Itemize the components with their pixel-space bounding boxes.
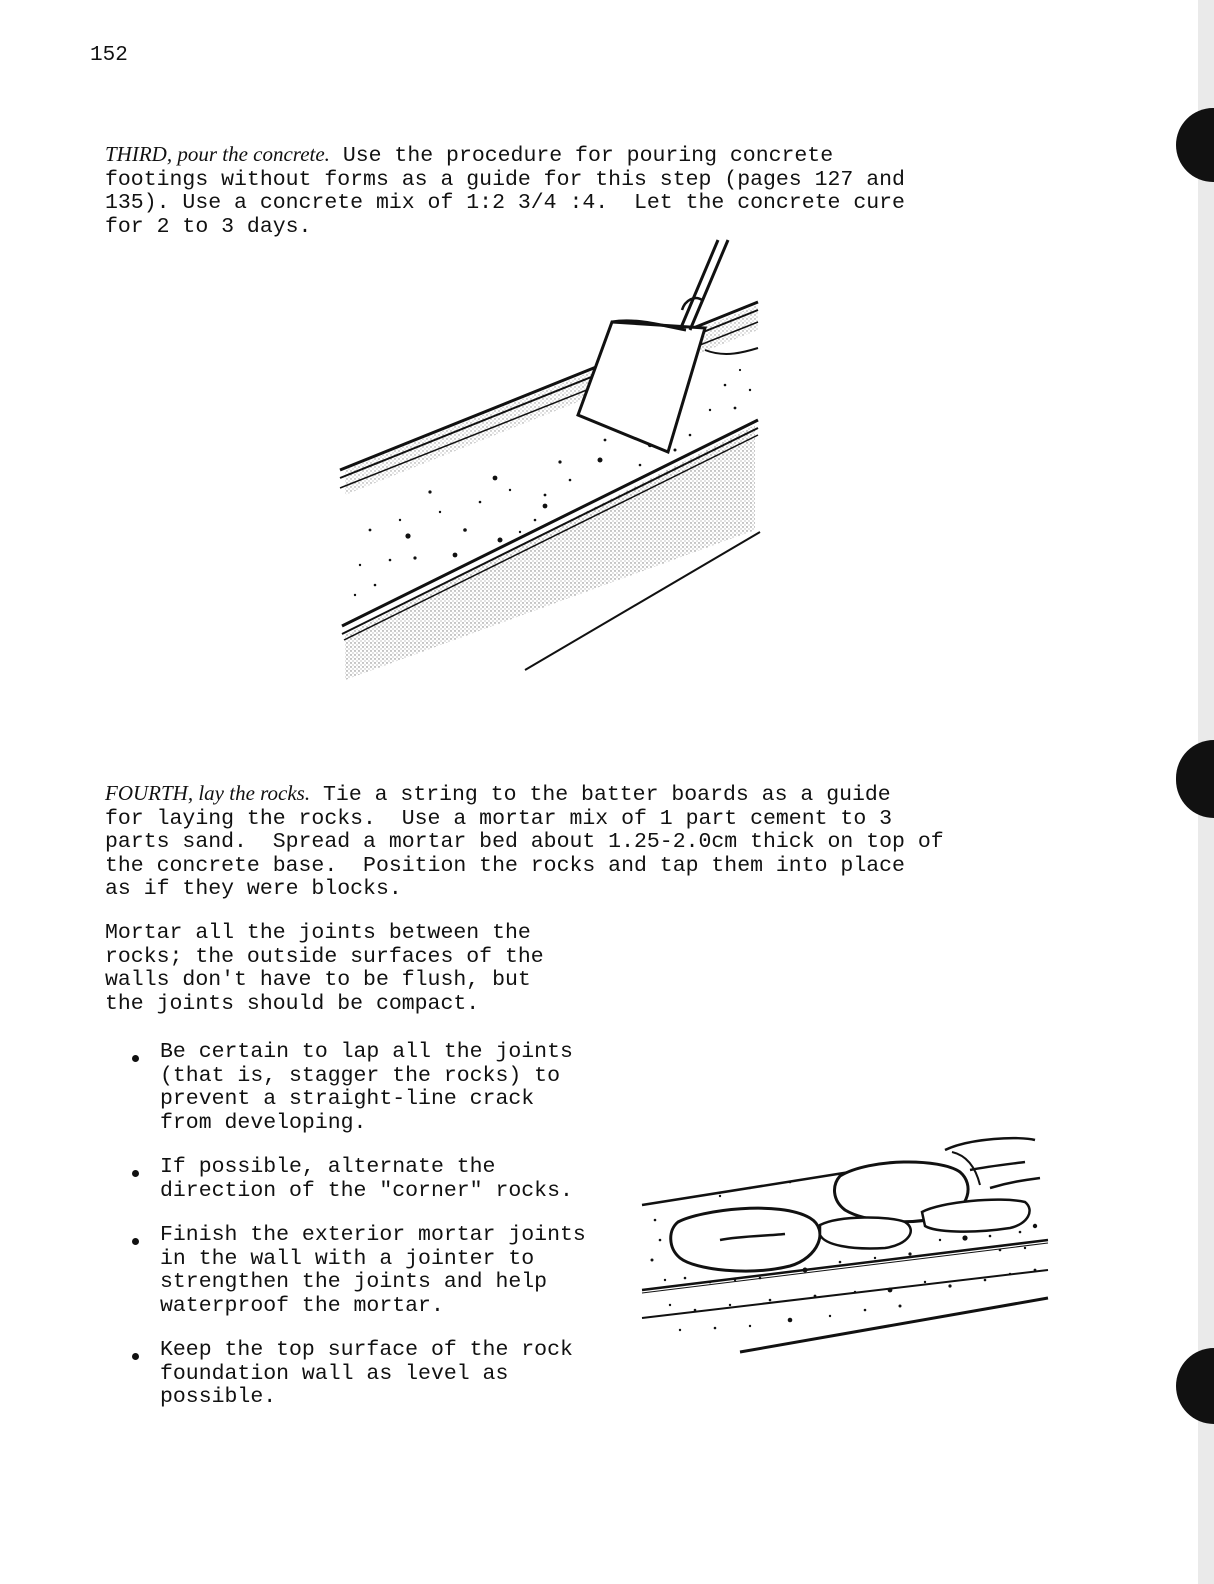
list-item: Be certain to lap all the joints (that is, stagger the rocks) to prevent a straight-line crack from developing. bbox=[130, 1041, 586, 1135]
rock-icon bbox=[820, 1217, 911, 1248]
bullet-icon bbox=[132, 1353, 139, 1360]
list-item: Keep the top surface of the rock foundation wall as level as possible. bbox=[130, 1339, 586, 1410]
binder-hole-bottom bbox=[1176, 1348, 1214, 1424]
shovel-icon bbox=[578, 322, 705, 452]
page-number: 152 bbox=[90, 44, 128, 67]
tips-list bbox=[130, 1041, 586, 1431]
list-item: If possible, alternate the direction of the "corner" rocks. bbox=[130, 1156, 586, 1203]
rock-wall-illustration bbox=[640, 1130, 1055, 1360]
rock-icon bbox=[671, 1208, 820, 1271]
list-item: Finish the exterior mortar joints in the wall with a jointer to strengthen the joints and help waterproof the mortar. bbox=[130, 1224, 586, 1318]
third-step-heading: THIRD, pour the concrete. bbox=[105, 142, 330, 166]
binder-hole-top bbox=[1176, 108, 1214, 182]
bullet-icon bbox=[132, 1170, 139, 1177]
bullet-icon bbox=[132, 1055, 139, 1062]
fourth-step-paragraph: FOURTH, lay the rocks. Tie a string to the batter boards as a guide for laying the rocks. Use a mortar mix of 1 part cement to 3 parts sand. Spread a mortar bed about 1.25-2.0cm thick on top of the concrete base. Position the rocks and tap them into place as if they were blocks. bbox=[105, 781, 944, 901]
trench-illustration bbox=[330, 230, 770, 690]
binder-hole-middle bbox=[1176, 740, 1214, 818]
third-step-paragraph: THIRD, pour the concrete. Use the procedure for pouring concrete footings without forms as a guide for this step (pages 127 and 135). Use a concrete mix of 1:2 3/4 :4. Let the concrete cure for 2 to 3 days. bbox=[105, 142, 905, 239]
bullet-icon bbox=[132, 1238, 139, 1245]
mortar-joints-paragraph: Mortar all the joints between the rocks; the outside surfaces of the walls don't have to be flush, but the joints should be compact. bbox=[105, 921, 544, 1016]
fourth-step-heading: FOURTH, lay the rocks. bbox=[105, 781, 311, 805]
